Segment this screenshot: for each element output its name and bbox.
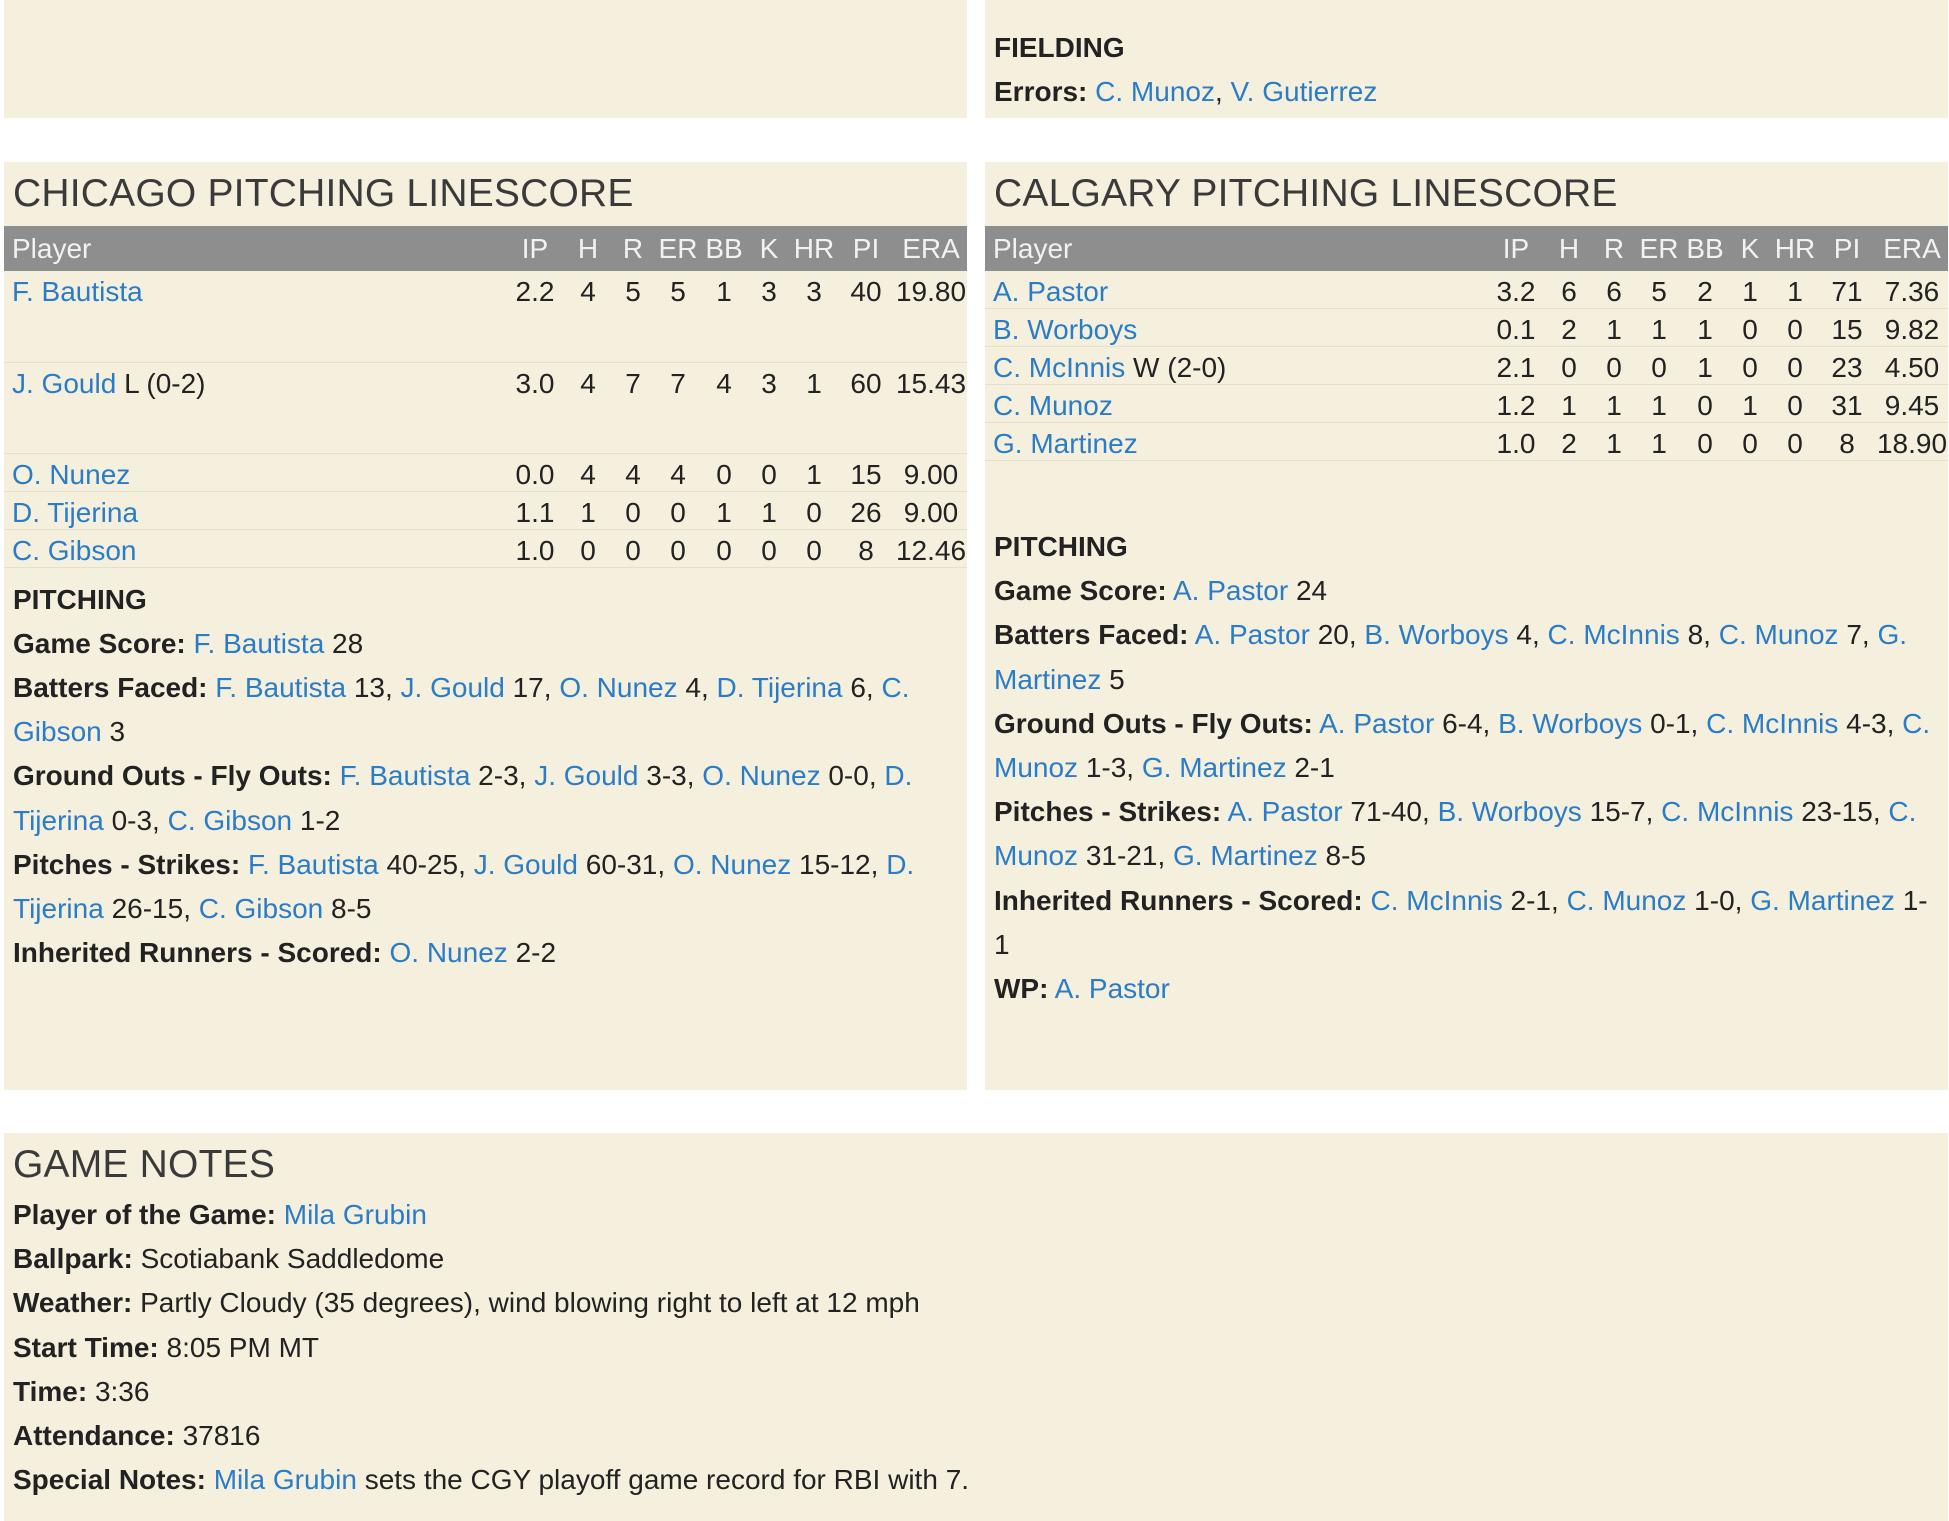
stat-era: 18.90 <box>1876 428 1948 459</box>
stat-k: 0 <box>1742 428 1758 459</box>
inherited-runners-value: 1-0 <box>1694 884 1735 916</box>
stat-r: 6 <box>1606 276 1622 307</box>
stat-hr: 0 <box>1787 390 1803 421</box>
stat-hr: 3 <box>806 276 822 307</box>
stat-h: 0 <box>580 534 596 566</box>
calgary-pitching-panel <box>985 162 1948 1090</box>
pitches-strikes-player-link[interactable]: C. Gibson <box>198 892 324 924</box>
player-link[interactable]: B. Worboys <box>993 314 1138 345</box>
stat-pi: 31 <box>1831 390 1863 421</box>
game-notes-list <box>4 1193 1948 1502</box>
column-header-k: K <box>747 226 791 271</box>
stat-bb: 1 <box>1697 314 1713 345</box>
column-header-r: R <box>611 226 655 271</box>
stat-ip: 3.2 <box>1496 276 1536 307</box>
stat-r: 1 <box>1606 428 1622 459</box>
player-cell <box>4 491 505 529</box>
pitches-strikes-value: 8-5 <box>1325 840 1366 872</box>
stat-er: 1 <box>1651 428 1667 459</box>
pitches-strikes-value: 71-40 <box>1350 796 1423 828</box>
ground-fly-outs-line: Ground Outs - Fly Outs: A. Pastor 6-4, B. Worboys 0-1, C. McInnis 4-3, C. Munoz 1-3, G. Martinez 2-1 <box>994 707 1931 784</box>
column-header-era: ERA <box>895 226 967 271</box>
ground-fly-outs-player-link[interactable]: A. Pastor <box>1319 707 1435 739</box>
batters-faced-value: 4 <box>1516 619 1532 651</box>
ground-fly-outs-value: 4-3 <box>1846 707 1887 739</box>
table-header-row <box>985 226 1948 271</box>
player-cell <box>4 271 505 362</box>
stat-bb: 4 <box>716 367 732 399</box>
chicago-linescore-table <box>4 226 967 568</box>
stat-ip: 0.0 <box>515 458 555 490</box>
weather-label: Weather: <box>13 1287 133 1319</box>
inherited-runners-value: 1-1 <box>994 884 1928 960</box>
stat-pi: 40 <box>850 276 882 307</box>
batters-faced-label: Batters Faced: <box>994 619 1189 651</box>
stat-bb: 0 <box>1697 428 1713 459</box>
stat-ip: 1.0 <box>515 534 555 566</box>
chicago-pitching-notes <box>4 578 967 976</box>
weather-value: Partly Cloudy (35 degrees), wind blowing right to left at 12 mph <box>140 1287 920 1319</box>
table-row <box>985 423 1948 461</box>
stat-er: 0 <box>1651 352 1667 383</box>
ballpark-label: Ballpark: <box>13 1243 133 1275</box>
stat-hr: 1 <box>806 458 822 490</box>
decision-label: L (0-2) <box>124 367 206 399</box>
fielding-panel <box>985 0 1948 118</box>
stat-r: 0 <box>625 534 641 566</box>
pitches-strikes-player-link[interactable]: C. McInnis <box>1661 796 1794 828</box>
table-row <box>985 347 1948 385</box>
stat-k: 0 <box>761 534 777 566</box>
player-cell <box>985 423 1486 461</box>
pitches-strikes-player-link[interactable]: J. Gould <box>473 848 578 880</box>
stat-era: 15.43 <box>895 367 967 399</box>
pitches-strikes-value: 23-15 <box>1801 796 1873 828</box>
inherited-runners-value: 2-2 <box>515 937 557 969</box>
stat-bb: 0 <box>716 534 732 566</box>
stat-bb: 1 <box>1697 352 1713 383</box>
stat-h: 1 <box>580 496 596 528</box>
stat-pi: 26 <box>850 496 882 528</box>
inherited-runners-player-link[interactable]: C. Munoz <box>1566 884 1687 916</box>
batters-faced-player-link[interactable]: C. Gibson <box>13 671 910 748</box>
batters-faced-player-link[interactable]: F. Bautista <box>215 671 347 703</box>
pitches-strikes-value: 31-21 <box>1085 840 1158 872</box>
player-cell <box>4 529 505 567</box>
top-left-panel <box>4 0 967 118</box>
stat-hr: 0 <box>1787 314 1803 345</box>
game-score-label: Game Score: <box>994 575 1167 607</box>
player-link[interactable]: G. Martinez <box>993 428 1138 459</box>
stat-h: 2 <box>1561 428 1577 459</box>
inherited-runners-line <box>13 931 957 975</box>
stat-bb: 0 <box>716 458 732 490</box>
stat-r: 0 <box>625 496 641 528</box>
stat-h: 4 <box>580 367 596 399</box>
batters-faced-value: 8 <box>1687 619 1704 651</box>
stat-r: 4 <box>625 458 641 490</box>
game-score-line <box>994 569 1938 613</box>
errors-player-link[interactable]: C. Munoz <box>1095 76 1215 107</box>
ground-fly-outs-player-link[interactable]: G. Martinez <box>1141 752 1287 784</box>
stat-h: 6 <box>1561 276 1577 307</box>
ground-fly-outs-value: 1-2 <box>299 804 341 836</box>
table-row <box>985 271 1948 309</box>
batters-faced-player-link[interactable]: J. Gould <box>400 671 505 703</box>
stat-k: 0 <box>1742 314 1758 345</box>
stat-r: 1 <box>1606 314 1622 345</box>
pitches-strikes-label: Pitches - Strikes: <box>994 796 1222 828</box>
batters-faced-player-link[interactable]: D. Tijerina <box>716 671 843 703</box>
ground-fly-outs-value: 2-3 <box>478 760 519 792</box>
stat-ip: 1.0 <box>1496 428 1536 459</box>
stat-pi: 60 <box>850 367 882 399</box>
player-link[interactable]: A. Pastor <box>993 276 1109 307</box>
column-header-r: R <box>1592 226 1636 271</box>
stat-hr: 1 <box>1787 276 1803 307</box>
special-notes-line <box>13 1458 1938 1502</box>
stat-k: 0 <box>761 458 777 490</box>
column-header-bb: BB <box>1682 226 1728 271</box>
start-time-value: 8:05 PM MT <box>166 1331 320 1363</box>
ground-fly-outs-player-link[interactable]: C. Gibson <box>167 804 293 836</box>
stat-hr: 1 <box>806 367 822 399</box>
stat-era: 4.50 <box>1884 352 1940 383</box>
fielding-title: FIELDING <box>994 32 1125 63</box>
column-header-h: H <box>1546 226 1592 271</box>
chicago-linescore-heading: CHICAGO PITCHING LINESCORE <box>13 172 634 215</box>
pitches-strikes-line: Pitches - Strikes: A. Pastor 71-40, B. Worboys 15-7, C. McInnis 23-15, C. Munoz 31-21, G. Martinez 8-5 <box>994 796 1917 872</box>
inherited-runners-label: Inherited Runners - Scored: <box>13 937 382 969</box>
pitches-strikes-value: 40-25 <box>386 848 459 880</box>
inherited-runners-player-link[interactable]: C. McInnis <box>1370 884 1503 916</box>
special-notes-text: sets the CGY playoff game record for RBI with 7. <box>364 1464 970 1496</box>
column-header-player: Player <box>4 226 505 271</box>
batters-faced-player-link[interactable]: A. Pastor <box>1194 619 1310 651</box>
player-link[interactable]: J. Gould <box>12 367 117 399</box>
stat-bb: 1 <box>716 276 732 307</box>
batters-faced-player-link[interactable]: G. Martinez <box>994 619 1908 695</box>
game-score-value: 28 <box>332 627 364 659</box>
column-header-er: ER <box>1636 226 1682 271</box>
potg-line <box>13 1193 1938 1237</box>
stat-h: 4 <box>580 276 596 307</box>
column-header-k: K <box>1728 226 1772 271</box>
stat-er: 1 <box>1651 314 1667 345</box>
ground-fly-outs-value: 2-1 <box>1294 752 1335 784</box>
pitches-strikes-player-link[interactable]: O. Nunez <box>672 848 792 880</box>
column-header-player: Player <box>985 226 1486 271</box>
table-row <box>985 309 1948 347</box>
player-link[interactable]: C. McInnis <box>993 352 1126 383</box>
attendance-value: 37816 <box>182 1420 261 1452</box>
ground-fly-outs-player-link[interactable]: C. Munoz <box>994 707 1931 784</box>
batters-faced-value: 7 <box>1846 619 1862 651</box>
inherited-runners-player-link[interactable]: G. Martinez <box>1750 884 1895 916</box>
column-header-era: ERA <box>1876 226 1948 271</box>
inherited-runners-label: Inherited Runners - Scored: <box>994 884 1363 916</box>
stat-k: 3 <box>761 276 777 307</box>
stat-era: 7.36 <box>1884 276 1940 307</box>
table-row <box>4 491 967 529</box>
pitches-strikes-player-link[interactable]: B. Worboys <box>1437 796 1582 828</box>
ground-fly-outs-label: Ground Outs - Fly Outs: <box>13 760 332 792</box>
stat-hr: 0 <box>1787 352 1803 383</box>
game-score-line <box>13 622 957 666</box>
game-score-label: Game Score: <box>13 627 186 659</box>
ground-fly-outs-player-link[interactable]: D. Tijerina <box>13 760 913 836</box>
table-row <box>4 271 967 362</box>
stat-era: 12.46 <box>895 534 967 566</box>
weather-line <box>13 1281 1938 1325</box>
stat-er: 5 <box>670 276 686 307</box>
stat-k: 1 <box>1742 276 1758 307</box>
player-cell <box>4 453 505 491</box>
stat-k: 1 <box>761 496 777 528</box>
special-notes-player-link[interactable]: Mila Grubin <box>213 1464 357 1496</box>
ground-fly-outs-player-link[interactable]: O. Nunez <box>702 760 821 792</box>
stat-er: 0 <box>670 496 686 528</box>
batters-faced-player-link[interactable]: C. McInnis <box>1547 619 1680 651</box>
batters-faced-value: 20 <box>1317 619 1349 651</box>
batters-faced-player-link[interactable]: C. Munoz <box>1718 619 1839 651</box>
stat-k: 3 <box>761 367 777 399</box>
batters-faced-line: Batters Faced: A. Pastor 20, B. Worboys 4, C. McInnis 8, C. Munoz 7, G. Martinez 5 <box>994 619 1908 695</box>
stat-er: 5 <box>1651 276 1667 307</box>
column-header-hr: HR <box>791 226 837 271</box>
batters-faced-value: 6 <box>850 671 866 703</box>
batters-faced-player-link[interactable]: O. Nunez <box>559 671 678 703</box>
stat-pi: 15 <box>1831 314 1863 345</box>
ballpark-line <box>13 1237 1938 1281</box>
column-header-ip: IP <box>505 226 565 271</box>
player-cell <box>985 309 1486 347</box>
pitching-title: PITCHING <box>994 531 1128 562</box>
column-header-pi: PI <box>1818 226 1876 271</box>
wild-pitch-player-link[interactable]: A. Pastor <box>1054 973 1170 1005</box>
stat-h: 2 <box>1561 314 1577 345</box>
potg-label: Player of the Game: <box>13 1199 276 1230</box>
attendance-label: Attendance: <box>13 1420 175 1452</box>
stat-hr: 0 <box>806 534 822 566</box>
start-time-line <box>13 1326 1938 1370</box>
player-link[interactable]: C. Munoz <box>993 390 1113 421</box>
table-row <box>4 453 967 491</box>
ground-fly-outs-label: Ground Outs - Fly Outs: <box>994 707 1313 739</box>
stat-hr: 0 <box>1787 428 1803 459</box>
pitches-strikes-value: 15-12 <box>799 848 871 880</box>
pitches-strikes-player-link[interactable]: C. Munoz <box>994 796 1917 872</box>
pitching-title: PITCHING <box>13 583 147 615</box>
stat-h: 4 <box>580 458 596 490</box>
errors-label: Errors: <box>994 76 1088 107</box>
inherited-runners-value: 2-1 <box>1510 884 1551 916</box>
time-label: Time: <box>13 1375 88 1407</box>
table-row <box>4 529 967 567</box>
pitches-strikes-player-link[interactable]: D. Tijerina <box>13 848 915 924</box>
ground-fly-outs-player-link[interactable]: F. Bautista <box>339 760 471 792</box>
player-link[interactable]: D. Tijerina <box>12 496 139 528</box>
batters-faced-value: 3 <box>109 716 126 748</box>
inherited-runners-player-link[interactable]: O. Nunez <box>389 937 508 969</box>
stat-ip: 2.2 <box>515 276 555 307</box>
pitches-strikes-value: 8-5 <box>331 892 372 924</box>
ground-fly-outs-value: 0-0 <box>828 760 869 792</box>
fielding-errors-line: Errors: C. Munoz, V. Gutierrez <box>994 76 1378 107</box>
time-line <box>13 1370 1938 1414</box>
stat-k: 0 <box>1742 352 1758 383</box>
stat-ip: 0.1 <box>1496 314 1536 345</box>
pitches-strikes-line: Pitches - Strikes: F. Bautista 40-25, J. Gould 60-31, O. Nunez 15-12, D. Tijerina 26-15, C. Gibson 8-5 <box>13 848 915 924</box>
pitches-strikes-player-link[interactable]: A. Pastor <box>1227 796 1343 828</box>
stat-hr: 0 <box>806 496 822 528</box>
ground-fly-outs-line: Ground Outs - Fly Outs: F. Bautista 2-3, J. Gould 3-3, O. Nunez 0-0, D. Tijerina 0-3, C. Gibson 1-2 <box>13 760 913 836</box>
stat-ip: 1.2 <box>1496 390 1536 421</box>
stat-pi: 23 <box>1831 352 1863 383</box>
ballpark-value: Scotiabank Saddledome <box>140 1243 445 1275</box>
batters-faced-player-link[interactable]: B. Worboys <box>1364 619 1509 651</box>
stat-k: 1 <box>1742 390 1758 421</box>
ground-fly-outs-value: 0-1 <box>1650 707 1691 739</box>
column-header-bb: BB <box>701 226 747 271</box>
player-cell <box>985 347 1486 385</box>
game-score-value: 24 <box>1295 575 1328 607</box>
chicago-pitching-panel <box>4 162 967 1090</box>
column-header-ip: IP <box>1486 226 1546 271</box>
column-header-h: H <box>565 226 611 271</box>
calgary-pitching-notes <box>985 525 1948 1011</box>
stat-r: 0 <box>1606 352 1622 383</box>
player-link[interactable]: O. Nunez <box>12 458 131 490</box>
stat-pi: 8 <box>858 534 874 566</box>
pitches-strikes-label: Pitches - Strikes: <box>13 848 241 880</box>
game-notes-panel <box>4 1133 1948 1521</box>
ground-fly-outs-player-link[interactable]: J. Gould <box>534 760 639 792</box>
pitches-strikes-value: 15-7 <box>1589 796 1646 828</box>
pitches-strikes-player-link[interactable]: F. Bautista <box>247 848 379 880</box>
inherited-runners-line: Inherited Runners - Scored: C. McInnis 2-1, C. Munoz 1-0, G. Martinez 1-1 <box>994 884 1928 960</box>
player-cell <box>985 385 1486 423</box>
pitches-strikes-value: 60-31 <box>585 848 658 880</box>
table-header-row <box>4 226 967 271</box>
stat-r: 5 <box>625 276 641 307</box>
game-notes-heading: GAME NOTES <box>13 1143 276 1186</box>
start-time-label: Start Time: <box>13 1331 159 1363</box>
stat-era: 9.45 <box>1884 390 1940 421</box>
calgary-linescore-table <box>985 226 1948 461</box>
stat-era: 9.00 <box>903 496 959 528</box>
ground-fly-outs-value: 0-3 <box>111 804 153 836</box>
stat-r: 1 <box>1606 390 1622 421</box>
batters-faced-value: 17 <box>512 671 544 703</box>
pitches-strikes-player-link[interactable]: G. Martinez <box>1173 840 1318 872</box>
ground-fly-outs-value: 3-3 <box>646 760 687 792</box>
time-value: 3:36 <box>94 1375 150 1407</box>
decision-label: W (2-0) <box>1133 352 1227 383</box>
player-link[interactable]: F. Bautista <box>12 276 143 307</box>
stat-bb: 0 <box>1697 390 1713 421</box>
calgary-linescore-heading: CALGARY PITCHING LINESCORE <box>994 172 1618 215</box>
errors-player-link[interactable]: V. Gutierrez <box>1230 76 1378 107</box>
player-cell <box>985 271 1486 309</box>
ground-fly-outs-player-link[interactable]: C. McInnis <box>1706 707 1839 739</box>
wild-pitch-line <box>994 967 1938 1011</box>
ground-fly-outs-player-link[interactable]: B. Worboys <box>1498 707 1643 739</box>
stat-ip: 2.1 <box>1496 352 1536 383</box>
stat-er: 1 <box>1651 390 1667 421</box>
stat-pi: 8 <box>1839 428 1855 459</box>
stat-h: 0 <box>1561 352 1577 383</box>
wild-pitch-label: WP: <box>994 973 1049 1005</box>
ground-fly-outs-value: 6-4 <box>1442 707 1483 739</box>
special-notes-label: Special Notes: <box>13 1464 206 1496</box>
stat-h: 1 <box>1561 390 1577 421</box>
stat-r: 7 <box>625 367 641 399</box>
column-header-pi: PI <box>837 226 895 271</box>
ground-fly-outs-value: 1-3 <box>1085 752 1127 784</box>
stat-er: 0 <box>670 534 686 566</box>
batters-faced-line: Batters Faced: F. Bautista 13, J. Gould 17, O. Nunez 4, D. Tijerina 6, C. Gibson 3 <box>13 671 910 748</box>
stat-era: 9.00 <box>903 458 959 490</box>
stat-pi: 15 <box>850 458 882 490</box>
column-header-er: ER <box>655 226 701 271</box>
player-cell <box>4 362 505 453</box>
pitches-strikes-value: 26-15 <box>111 892 184 924</box>
stat-ip: 3.0 <box>515 367 555 399</box>
batters-faced-value: 4 <box>685 671 701 703</box>
stat-bb: 2 <box>1697 276 1713 307</box>
stat-era: 9.82 <box>1884 314 1940 345</box>
stat-ip: 1.1 <box>515 496 555 528</box>
game-score-player-link[interactable]: A. Pastor <box>1172 575 1289 607</box>
potg-player-link[interactable]: Mila Grubin <box>283 1199 427 1230</box>
game-score-player-link[interactable]: F. Bautista <box>193 627 325 659</box>
batters-faced-label: Batters Faced: <box>13 671 208 703</box>
stat-pi: 71 <box>1831 276 1863 307</box>
column-header-hr: HR <box>1772 226 1818 271</box>
stat-er: 4 <box>670 458 686 490</box>
stat-bb: 1 <box>716 496 732 528</box>
table-row <box>4 362 967 453</box>
attendance-line <box>13 1414 1938 1458</box>
player-link[interactable]: C. Gibson <box>12 534 137 566</box>
stat-era: 19.80 <box>895 276 967 307</box>
batters-faced-value: 13 <box>353 671 385 703</box>
table-row <box>985 385 1948 423</box>
batters-faced-value: 5 <box>1109 663 1125 695</box>
stat-er: 7 <box>670 367 686 399</box>
